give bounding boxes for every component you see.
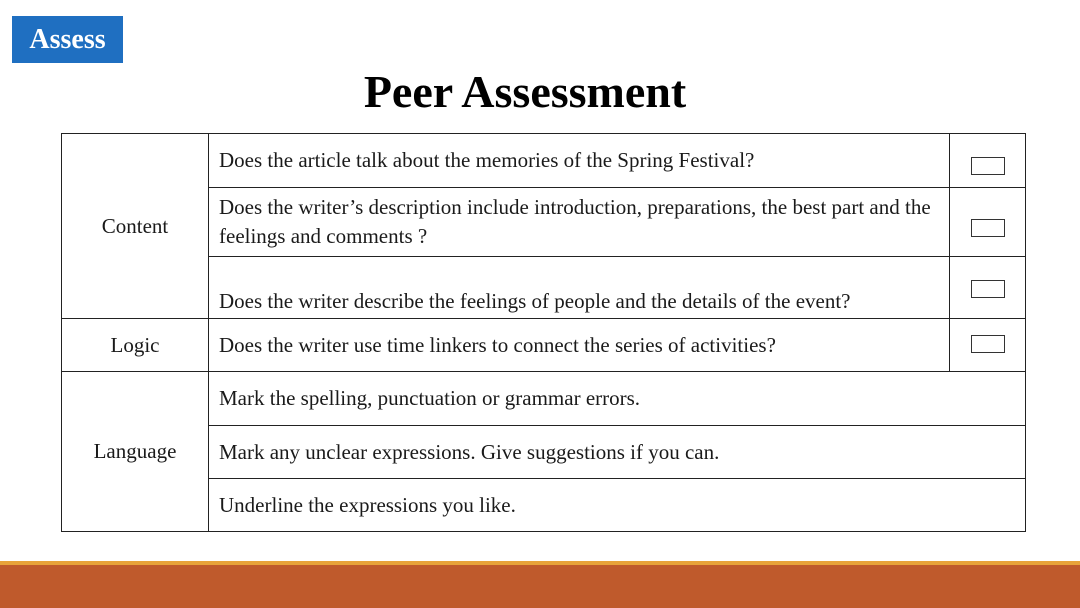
checkbox[interactable] <box>971 335 1005 353</box>
assess-badge-label: Assess <box>29 23 106 55</box>
checkbox-cell <box>950 257 1026 319</box>
question-text: Mark the spelling, punctuation or grammar errors. <box>209 372 1026 426</box>
assess-badge <box>12 16 123 63</box>
checkbox-cell <box>950 188 1026 257</box>
table-row <box>62 319 1026 372</box>
checkbox-cell <box>950 319 1026 372</box>
question-text: Does the writer use time linkers to connect the series of activities? <box>209 319 950 372</box>
peer-assessment-table <box>61 133 1026 532</box>
category-logic: Logic <box>62 319 209 372</box>
page-title: Peer Assessment <box>363 66 687 117</box>
footer-bar <box>0 565 1080 608</box>
checkbox[interactable] <box>971 219 1005 237</box>
question-text: Does the writer describe the feelings of people and the details of the event? <box>209 257 950 319</box>
category-language: Language <box>62 372 209 532</box>
checkbox[interactable] <box>971 157 1005 175</box>
question-text: Does the writer’s description include introduction, preparations, the best part and the feelings and comments ? <box>209 188 950 257</box>
question-text: Mark any unclear expressions. Give suggestions if you can. <box>209 426 1026 479</box>
table-row <box>62 134 1026 188</box>
category-content: Content <box>62 134 209 319</box>
checkbox-cell <box>950 134 1026 188</box>
table-row <box>62 372 1026 426</box>
question-text: Underline the expressions you like. <box>209 479 1026 532</box>
question-text: Does the article talk about the memories of the Spring Festival? <box>209 134 950 188</box>
checkbox[interactable] <box>971 280 1005 298</box>
